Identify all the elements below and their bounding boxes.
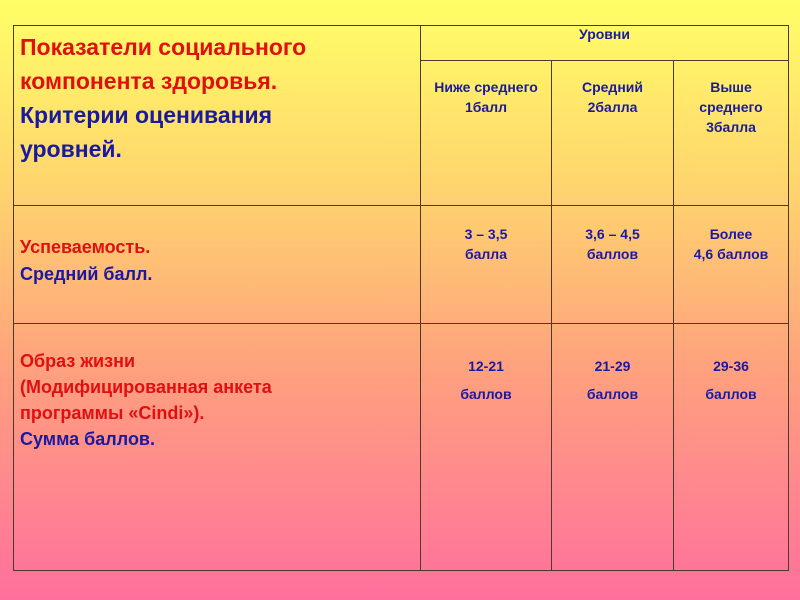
table-cell	[552, 206, 674, 324]
row-title: (Модифицированная анкета	[20, 377, 272, 397]
criteria-title-line-4: уровней.	[20, 136, 122, 162]
level-label-line: Ниже среднего	[434, 79, 538, 95]
table-cell	[674, 206, 789, 324]
level-score-line: 1балл	[464, 99, 507, 115]
level-average	[552, 61, 674, 206]
criteria-table	[13, 25, 789, 571]
criteria-title-line-3: Критерии оценивания	[20, 102, 273, 128]
cell-value-line: баллов	[705, 386, 757, 402]
row-title: программы «Cindi»).	[20, 403, 205, 423]
row-title: Образ жизни	[20, 351, 136, 371]
level-above-average	[674, 61, 789, 206]
cell-value-line: 4,6 баллов	[693, 246, 769, 262]
level-label-line: среднего	[699, 99, 763, 115]
row-subtitle: Сумма баллов.	[20, 429, 155, 449]
row-title: Успеваемость.	[20, 237, 151, 257]
cell-value-line: 29-36	[713, 358, 749, 374]
cell-value-line: баллов	[586, 386, 639, 402]
level-below-average	[421, 61, 552, 206]
cell-value-line: 21-29	[594, 358, 631, 374]
level-score-line: 3балла	[706, 119, 756, 135]
level-label-line: Средний	[581, 79, 643, 95]
cell-value-line: балла	[464, 246, 507, 262]
table-cell	[552, 324, 674, 571]
row-label-performance	[14, 206, 421, 324]
table-row-lifestyle	[14, 324, 789, 571]
level-score-line: 2балла	[587, 99, 638, 115]
table-cell	[421, 206, 552, 324]
levels-title: Уровни	[579, 26, 630, 42]
criteria-title-line-1: Показатели социального	[20, 34, 307, 60]
cell-value-line: баллов	[586, 246, 639, 262]
levels-header-cell	[421, 26, 789, 61]
cell-value-line: баллов	[460, 386, 512, 402]
row-label-lifestyle	[14, 324, 421, 571]
criteria-header-cell	[14, 26, 421, 206]
cell-value-line: Более	[709, 226, 753, 242]
header-row-1	[14, 26, 789, 61]
table-cell	[421, 324, 552, 571]
cell-value-line: 3 – 3,5	[464, 226, 508, 242]
criteria-title-line-2: компонента здоровья.	[20, 68, 278, 94]
cell-value-line: 3,6 – 4,5	[585, 226, 640, 242]
cell-value-line: 12-21	[468, 358, 504, 374]
row-subtitle: Средний балл.	[20, 264, 153, 284]
table-cell	[674, 324, 789, 571]
level-label-line: Выше	[710, 79, 752, 95]
table-row-performance	[14, 206, 789, 324]
